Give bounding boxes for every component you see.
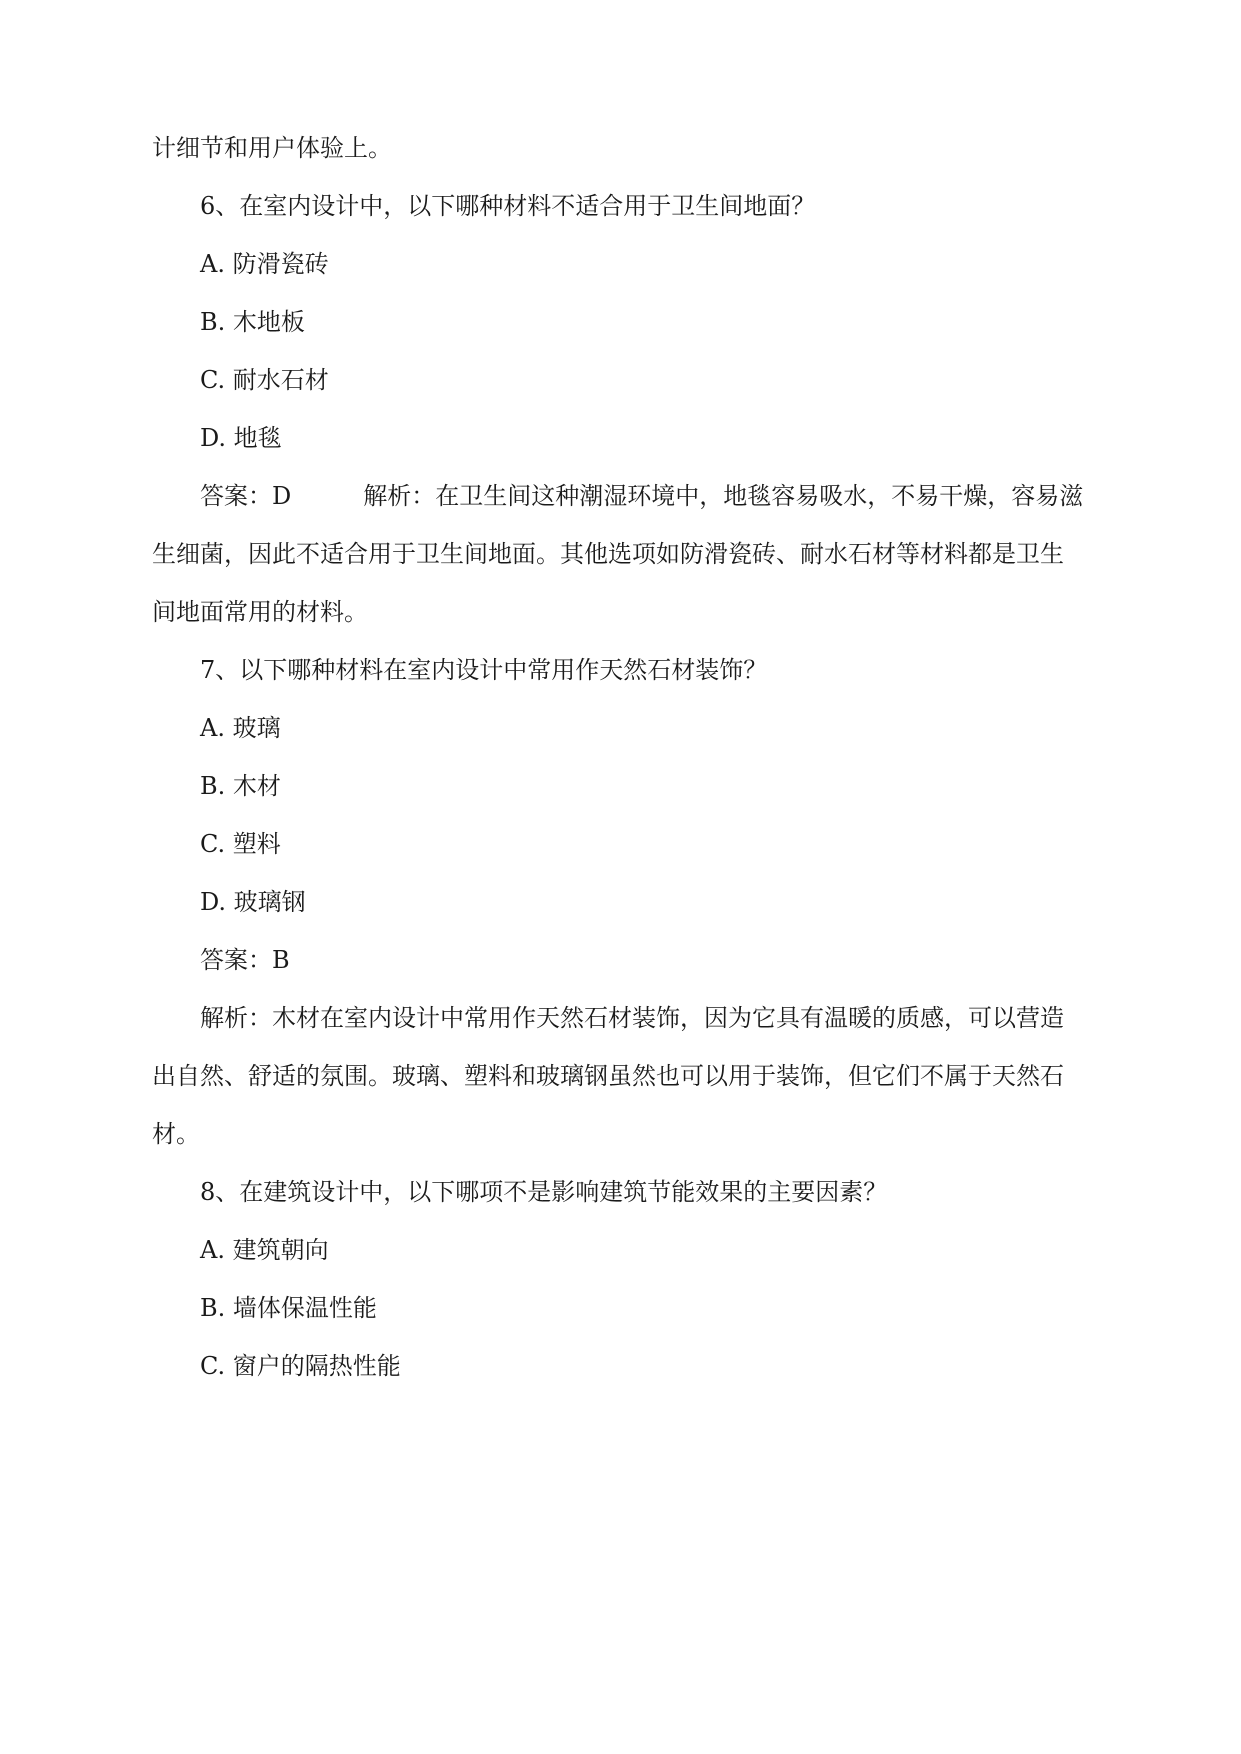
q7-analysis-line-3: 材。 — [152, 1120, 200, 1148]
q7-option-a: A. 玻璃 — [200, 714, 281, 742]
q6-option-c: C. 耐水石材 — [200, 366, 329, 394]
continuation-text: 计细节和用户体验上。 — [152, 134, 392, 162]
q7-answer: 答案：B — [200, 946, 290, 974]
q6-option-b: B. 木地板 — [200, 308, 305, 336]
q6-option-a: A. 防滑瓷砖 — [200, 250, 329, 278]
question-8: 8、在建筑设计中，以下哪项不是影响建筑节能效果的主要因素？ — [200, 1178, 888, 1206]
q8-option-c: C. 窗户的隔热性能 — [200, 1352, 401, 1380]
q7-analysis-line-1: 解析：木材在室内设计中常用作天然石材装饰，因为它具有温暖的质感，可以营造 — [200, 1004, 1064, 1032]
q7-analysis-line-2: 出自然、舒适的氛围。玻璃、塑料和玻璃钢虽然也可以用于装饰，但它们不属于天然石 — [152, 1062, 1064, 1090]
q6-option-d: D. 地毯 — [200, 424, 282, 452]
question-7: 7、以下哪种材料在室内设计中常用作天然石材装饰？ — [200, 656, 768, 684]
q6-answer-analysis: 答案：D 解析：在卫生间这种潮湿环境中，地毯容易吸水，不易干燥，容易滋 — [200, 482, 1084, 510]
q7-option-c: C. 塑料 — [200, 830, 281, 858]
q8-option-a: A. 建筑朝向 — [200, 1236, 329, 1264]
q7-option-b: B. 木材 — [200, 772, 281, 800]
q6-analysis-line-2: 生细菌，因此不适合用于卫生间地面。其他选项如防滑瓷砖、耐水石材等材料都是卫生 — [152, 540, 1064, 568]
q8-option-b: B. 墙体保温性能 — [200, 1294, 377, 1322]
q6-analysis-line-3: 间地面常用的材料。 — [152, 598, 368, 626]
q7-option-d: D. 玻璃钢 — [200, 888, 306, 916]
question-6: 6、在室内设计中，以下哪种材料不适合用于卫生间地面？ — [200, 192, 816, 220]
